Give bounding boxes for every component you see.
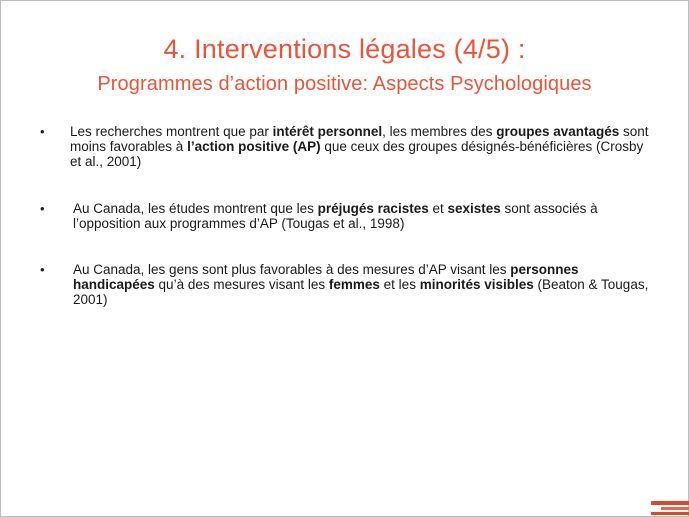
slide-subtitle: Programmes d’action positive: Aspects Psychologiques <box>97 73 592 95</box>
text-run: sont associés à l’opposition aux programmes d’AP (Tougas et al., 1998) <box>73 201 598 231</box>
bullet-text <box>70 124 650 169</box>
bold-text: préjugés racistes <box>317 201 429 216</box>
text-run: et les <box>379 277 420 292</box>
text-run: Au Canada, les gens sont plus favorables à des mesures d’AP visant les <box>73 262 511 277</box>
text-run: Au Canada, les études montrent que les <box>73 201 318 216</box>
stripe <box>651 501 689 505</box>
bullet-dot-icon: • <box>40 124 45 139</box>
slide-title: 4. Interventions légales (4/5) : <box>163 34 526 64</box>
text-run: (Beaton & Tougas, 2001) <box>73 277 649 307</box>
bold-text: femmes <box>328 277 380 292</box>
bold-text: groupes avantagés <box>496 124 620 139</box>
bold-text: l’action positive (AP) <box>187 139 321 154</box>
text-run: Les recherches montrent que par <box>70 124 273 139</box>
text-run: , les membres des <box>382 124 497 139</box>
bullet-text <box>73 201 653 231</box>
bullet-text <box>73 262 653 307</box>
bold-text: minorités visibles <box>419 277 534 292</box>
corner-logo-stripes-icon <box>651 501 689 515</box>
bullet-dot-icon: • <box>40 262 45 277</box>
bold-text: personnes handicapées <box>73 262 579 292</box>
bullet-dot-icon: • <box>40 201 45 216</box>
text-run: qu’à des mesures visant les <box>154 277 329 292</box>
text-run: que ceux des groupes désignés-bénéficières (Crosby et al., 2001) <box>70 139 644 169</box>
stripe <box>661 507 689 510</box>
text-run: sont moins favorables à <box>70 124 649 154</box>
text-run: et <box>428 201 448 216</box>
stripe <box>651 512 689 515</box>
bold-text: intérêt personnel <box>272 124 383 139</box>
bold-text: sexistes <box>447 201 501 216</box>
